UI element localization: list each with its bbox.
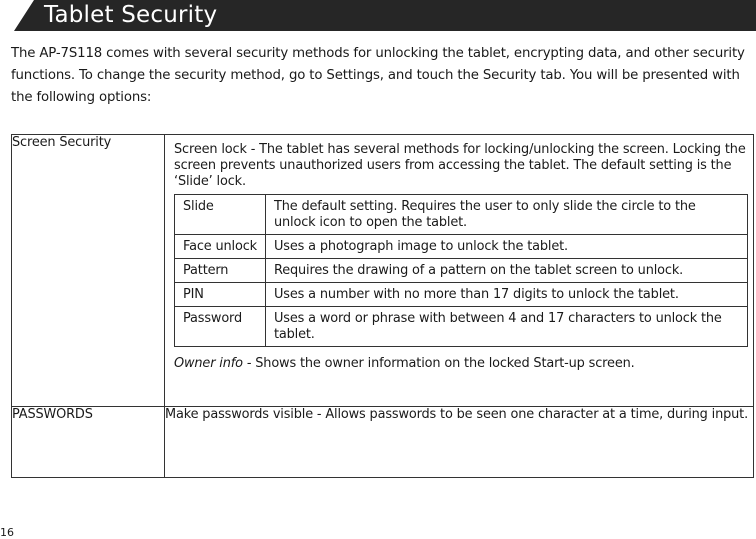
lock-method-name: Face unlock xyxy=(175,235,266,259)
lock-method-name: Pattern xyxy=(175,259,266,283)
lock-method-row xyxy=(175,259,748,283)
row-label: PASSWORDS xyxy=(12,407,165,478)
lock-method-row xyxy=(175,235,748,259)
owner-info-label: Owner info xyxy=(174,356,243,371)
intro-paragraph: The AP-7S118 comes with several security methods for unlocking the tablet, encrypting data, and other security functions. To change the security method, go to Settings, and touch the Security tab. You will be presented with the following options: xyxy=(11,46,745,105)
row-description: Screen lock - The tablet has several methods for locking/unlocking the screen. Locking the screen prevents unauthorized users from accessing the tablet. The default setting is the ‘Slide’ lock. xyxy=(174,142,746,189)
lock-method-name: PIN xyxy=(175,283,266,307)
lock-method-name: Password xyxy=(175,307,266,347)
row-content xyxy=(165,135,754,407)
lock-method-name: Slide xyxy=(175,195,266,235)
lock-method-row xyxy=(175,195,748,235)
owner-info-text: - Shows the owner information on the locked Start-up screen. xyxy=(242,356,635,371)
row-description: Make passwords visible - Allows passwords to be seen one character at a time, during input. xyxy=(165,407,754,478)
row-label: Screen Security xyxy=(12,135,165,407)
table-row xyxy=(12,407,754,478)
owner-info xyxy=(174,356,753,372)
lock-method-text: Requires the drawing of a pattern on the tablet screen to unlock. xyxy=(266,259,748,283)
lock-method-text: The default setting. Requires the user to only slide the circle to the unlock icon to open the tablet. xyxy=(266,195,748,235)
page-number: 16 xyxy=(0,526,14,539)
page-title: Tablet Security xyxy=(44,2,218,28)
table-row xyxy=(12,135,754,407)
lock-method-text: Uses a number with no more than 17 digits to unlock the tablet. xyxy=(266,283,748,307)
lock-method-row xyxy=(175,283,748,307)
lock-method-text: Uses a photograph image to unlock the tablet. xyxy=(266,235,748,259)
lock-method-row xyxy=(175,307,748,347)
lock-methods-table xyxy=(174,194,748,347)
lock-method-text: Uses a word or phrase with between 4 and 17 characters to unlock the tablet. xyxy=(266,307,748,347)
security-options-table xyxy=(11,134,754,478)
